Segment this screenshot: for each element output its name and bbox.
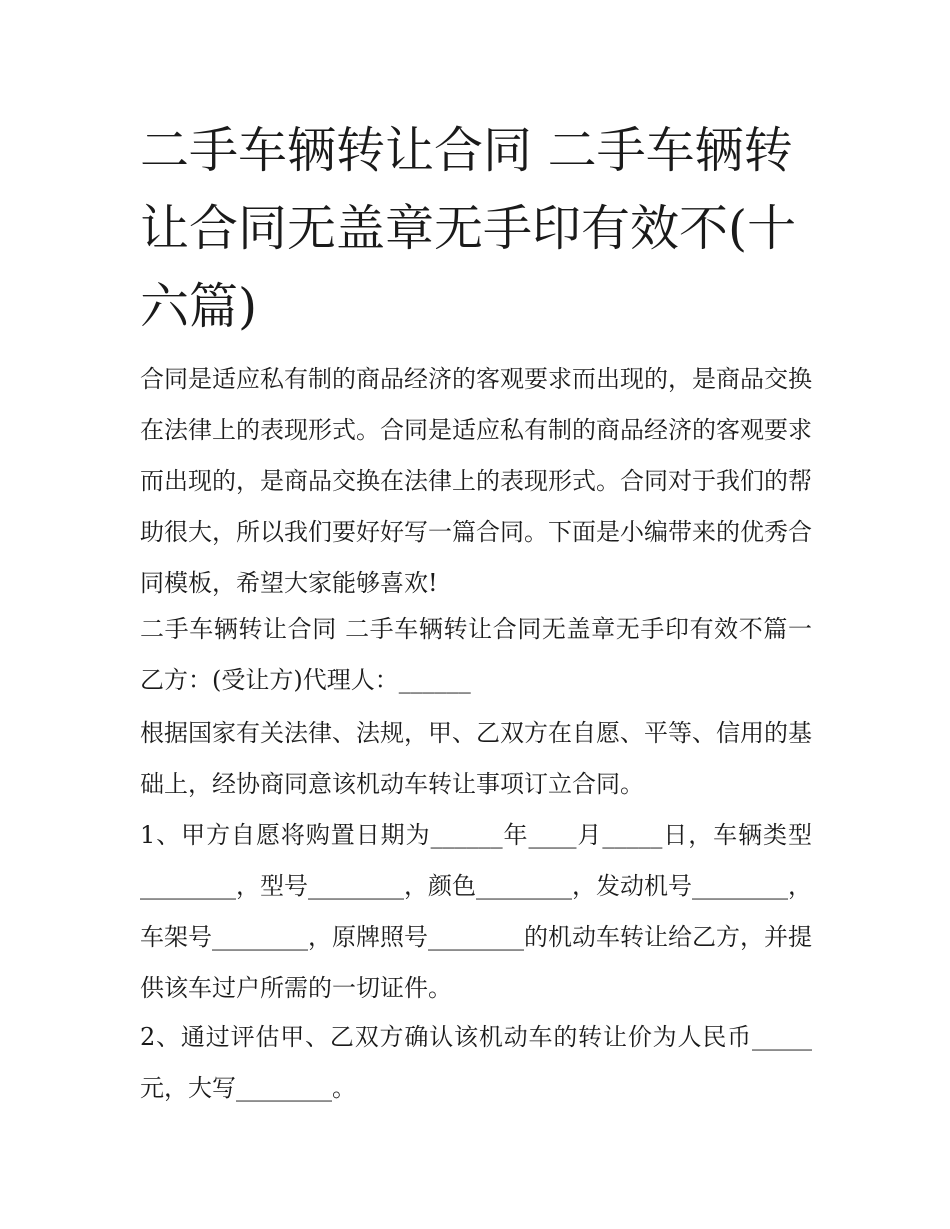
section-heading-paragraph: 二手车辆转让合同 二手车辆转让合同无盖章无手印有效不篇一 乙方：(受让方)代理人：______ <box>140 615 812 694</box>
basis-paragraph: 根据国家有关法律、法规，甲、乙双方在自愿、平等、信用的基础上，经协商同意该机动车转让事项订立合同。 <box>140 719 812 798</box>
clause-1-paragraph: 1、甲方自愿将购置日期为______年____月_____日，车辆类型________，型号________，颜色________，发动机号________，车架号________，原牌照号________的机动车转让给乙方，并提供该车过户所需的一切证件。 <box>140 821 812 1002</box>
clause-2-paragraph: 2、通过评估甲、乙双方确认该机动车的转让价为人民币_____元，大写________。 <box>140 1023 812 1102</box>
document-title: 二手车辆转让合同 二手车辆转让合同无盖章无手印有效不(十六篇) <box>140 122 797 335</box>
intro-paragraph: 合同是适应私有制的商品经济的客观要求而出现的，是商品交换在法律上的表现形式。合同是适应私有制的商品经济的客观要求而出现的，是商品交换在法律上的表现形式。合同对于我们的帮助很大，所以我们要好好写一篇合同。下面是小编带来的优秀合同模板，希望大家能够喜欢! <box>140 365 812 597</box>
